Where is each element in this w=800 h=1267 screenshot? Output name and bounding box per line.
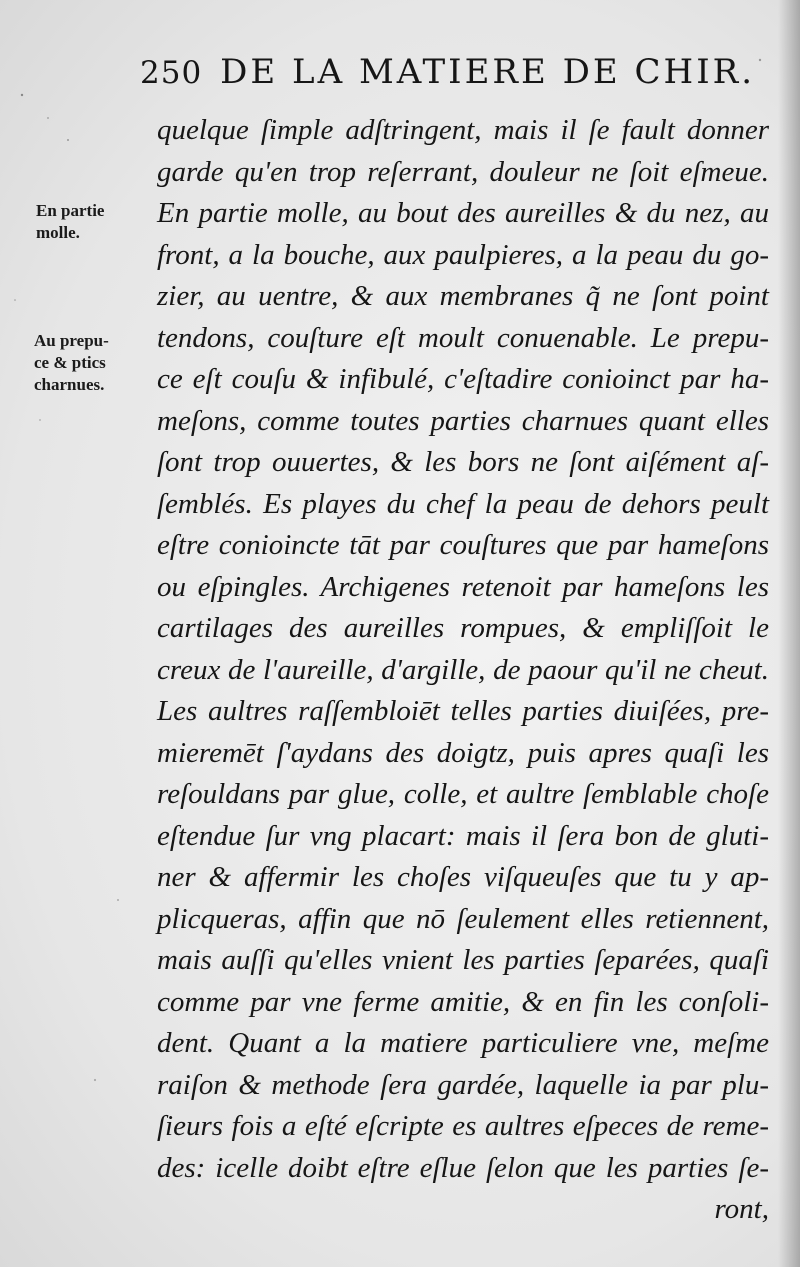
margin-note-line: charnues. xyxy=(34,375,105,394)
margin-note-line: ce & ptics xyxy=(34,353,106,372)
text-line: ner & affermir les choſes viſqueuſes que tu y ap- xyxy=(157,861,769,893)
text-line: dent. Quant a la matiere particuliere vne, meſme xyxy=(157,1027,769,1059)
text-line: garde qu'en trop reſerrant, douleur ne ſoit eſmeue. xyxy=(157,155,769,188)
page-edge-shadow xyxy=(778,0,800,1267)
margin-note-prepuce xyxy=(34,330,144,396)
text-line: reſouldans par glue, colle, et aultre ſemblable choſe xyxy=(157,778,769,810)
page-header xyxy=(140,52,760,102)
text-line: eſtre conioincte tāt par couſtures que par hameſons xyxy=(157,529,769,561)
margin-note-line: Au prepu- xyxy=(34,331,109,350)
text-line: raiſon & methode ſera gardée, laquelle ia par plu- xyxy=(157,1068,769,1101)
margin-note-line: En partie xyxy=(36,201,105,220)
text-line: plicqueras, affin que nō ſeulement elles retiennent, xyxy=(157,902,769,935)
text-line: front, a la bouche, aux paulpieres, a la peau du go- xyxy=(157,238,769,271)
catchword: ront, xyxy=(714,1193,769,1225)
text-line: des: icelle doibt eſtre eſlue ſelon que les parties ſe- xyxy=(157,1151,769,1184)
text-line: ou eſpingles. Archigenes retenoit par hameſons les xyxy=(157,570,769,603)
text-line: tendons, couſture eſt moult conuenable. Le prepu- xyxy=(157,321,769,354)
text-line: cartilages des aureilles rompues, & empliſſoit le xyxy=(157,612,769,644)
text-line: creux de l'aureille, d'argille, de paour qu'il ne cheut. xyxy=(157,653,769,686)
margin-note-line: molle. xyxy=(36,223,80,242)
body-text xyxy=(157,110,769,1231)
margin-note-partie-molle xyxy=(36,200,141,244)
text-line: meſons, comme toutes parties charnues quant elles xyxy=(157,404,769,437)
text-line: eſtendue ſur vng placart: mais il ſera bon de gluti- xyxy=(157,819,769,852)
text-line: En partie molle, au bout des aureilles & du nez, au xyxy=(157,197,769,229)
text-line: ſemblés. Es playes du chef la peau de dehors peult xyxy=(157,487,769,520)
text-line: mais auſſi qu'elles vnient les parties ſeparées, quaſi xyxy=(157,944,769,976)
text-line: zier, au uentre, & aux membranes q̃ ne ſont point xyxy=(157,280,769,312)
text-line: comme par vne ferme amitie, & en fin les conſoli- xyxy=(157,985,769,1018)
page-number: 250 xyxy=(140,55,203,91)
text-line: mieremēt ſ'aydans des doigtz, puis apres quaſi les xyxy=(157,736,769,769)
text-line: ce eſt couſu & infibulé, c'eſtadire conioinct par ha- xyxy=(157,363,769,395)
text-line: ſont trop ouuertes, & les bors ne ſont aiſément aſ- xyxy=(157,446,769,478)
text-line: ſieurs fois a eſté eſcripte es aultres eſpeces de reme- xyxy=(157,1110,769,1142)
text-line: quelque ſimple adſtringent, mais il ſe fault donner xyxy=(157,114,769,146)
running-head: DE LA MATIERE DE CHIR. xyxy=(220,52,756,92)
text-line: Les aultres raſſembloiēt telles parties diuiſées, pre- xyxy=(157,695,769,727)
